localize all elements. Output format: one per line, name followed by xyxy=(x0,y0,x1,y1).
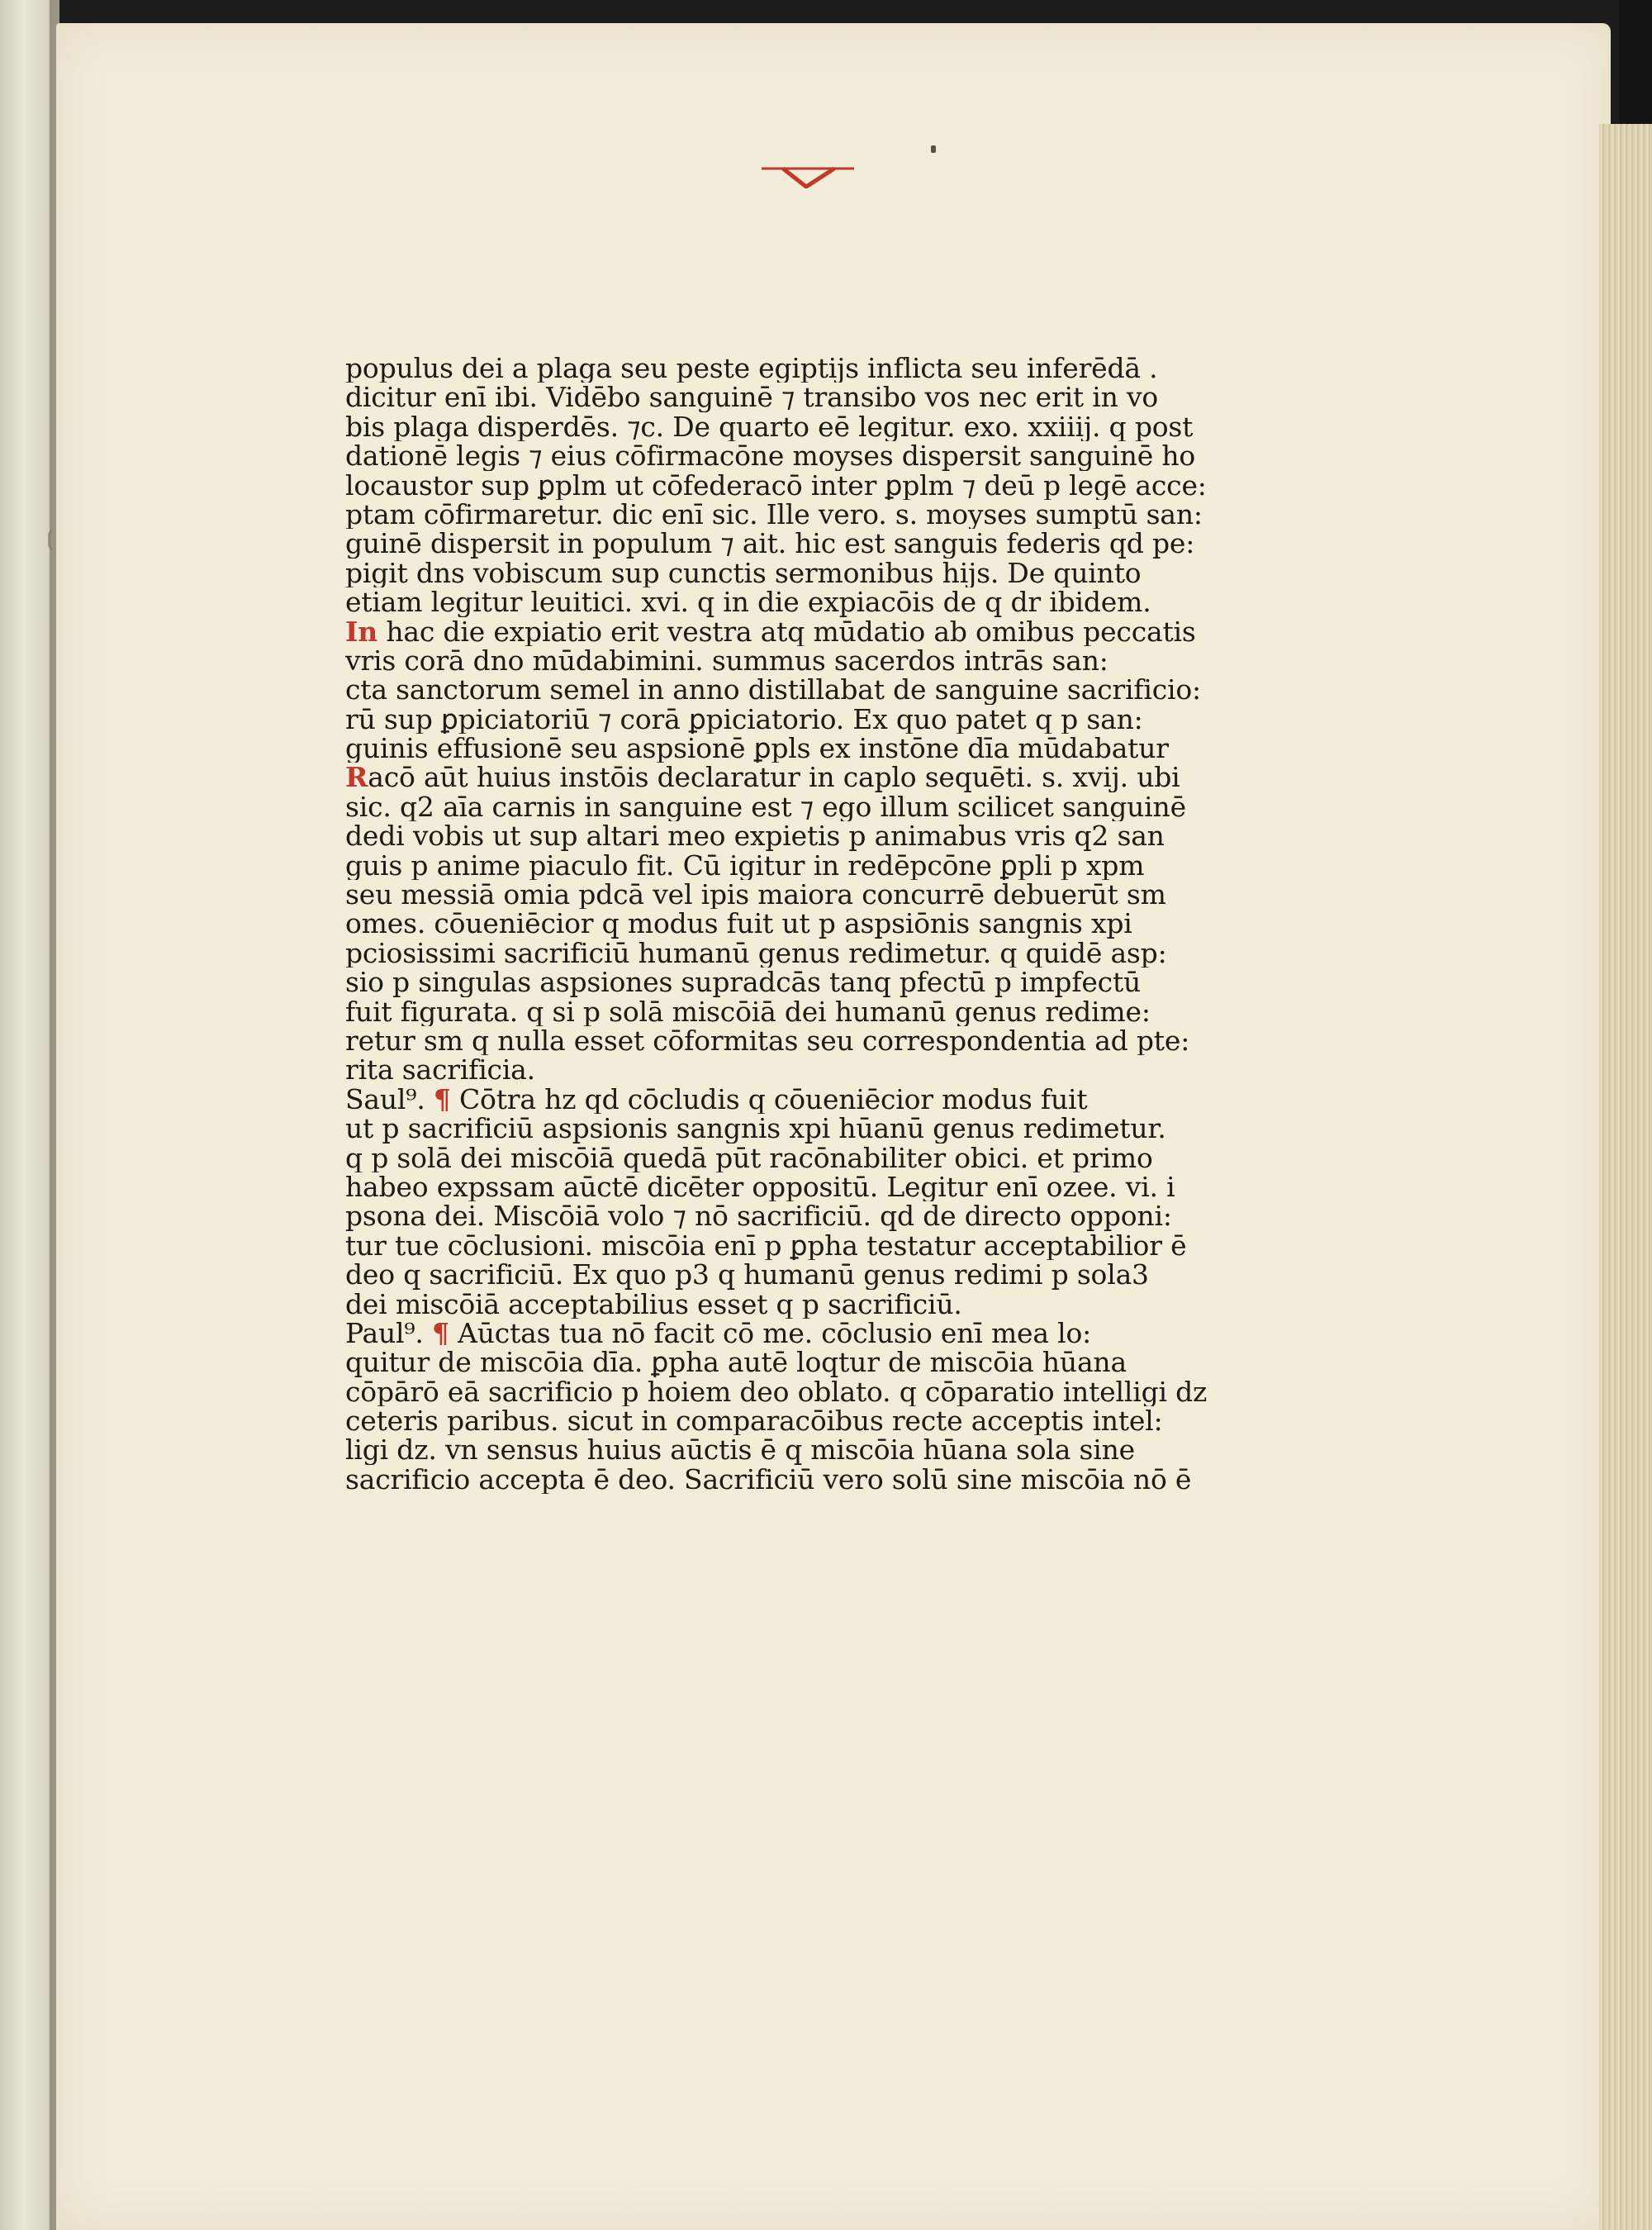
line-text: fuit figurata. q si p solā miscōiā dei humanū genus redime: xyxy=(345,996,1151,1026)
text-line xyxy=(345,1348,1221,1377)
binding-mark xyxy=(48,529,64,550)
background-corner xyxy=(1619,0,1652,132)
line-text: cta sanctorum semel in anno distillabat de sanguine sacrificio: xyxy=(345,675,1201,705)
text-line xyxy=(345,1144,1221,1172)
text-line xyxy=(345,559,1221,587)
line-text: bis plaga disperdēs. ⁊c. De quarto eē legitur. exo. xxiiij. q post xyxy=(345,411,1194,442)
text-line xyxy=(345,792,1221,821)
line-text: Cōtra hz qd cōcludis q cōueniēcior modus fuit xyxy=(450,1084,1088,1115)
speaker-label: Paul⁹. xyxy=(345,1318,433,1348)
line-text: dicitur enī ibi. Vidēbo sanguinē ⁊ transibo vos nec erit in vo xyxy=(345,383,1159,412)
text-line xyxy=(345,1172,1221,1201)
text-line xyxy=(345,1085,1221,1114)
text-line xyxy=(345,1055,1221,1084)
text-line xyxy=(345,1231,1221,1260)
text-line xyxy=(345,646,1221,675)
ink-speck xyxy=(931,145,936,153)
text-line xyxy=(345,471,1221,500)
text-line xyxy=(345,880,1221,909)
line-text: rita sacrificia. xyxy=(345,1055,535,1085)
line-text: ceteris paribus. sicut in comparacōibus recte acceptis intel: xyxy=(345,1406,1163,1436)
text-line xyxy=(345,997,1221,1026)
text-line xyxy=(345,734,1221,763)
text-line xyxy=(345,1290,1221,1319)
text-line xyxy=(345,1377,1221,1406)
line-text: dedi vobis ut sup altari meo expietis p animabus vris q2 san xyxy=(345,821,1165,851)
text-line xyxy=(345,1435,1221,1464)
text-line xyxy=(345,383,1221,411)
text-line xyxy=(345,705,1221,734)
line-text: populus dei a plaga seu peste egiptijs inflicta seu inferēdā . xyxy=(345,354,1158,383)
incunable-text-block xyxy=(345,354,1221,1494)
line-text: sic. q2 aīa carnis in sanguine est ⁊ ego illum scilicet sanguinē xyxy=(345,792,1186,822)
text-line xyxy=(345,1406,1221,1435)
text-line xyxy=(345,939,1221,968)
text-line xyxy=(345,675,1221,704)
line-text: retur sm q nulla esset cōformitas seu correspondentia ad pte: xyxy=(345,1025,1190,1056)
line-text: vris corā dno mūdabimini. summus sacerdos intrās san: xyxy=(345,645,1108,676)
text-line xyxy=(345,909,1221,938)
line-text: ptam cōfirmaretur. dic enī sic. Ille vero. s. moyses sumptū san: xyxy=(345,499,1203,530)
speaker-label: Saul⁹. xyxy=(345,1084,434,1115)
text-line xyxy=(345,441,1221,470)
red-heading-flourish xyxy=(758,164,857,188)
text-line xyxy=(345,1319,1221,1348)
text-line xyxy=(345,617,1221,646)
text-line xyxy=(345,1201,1221,1230)
line-text: guis p anime piaculo fit. Cū igitur in redēpcōne ꝑpli p xpm xyxy=(345,850,1145,881)
line-text: seu messiā omia pdcā vel ipis maiora concurrē debuerūt sm xyxy=(345,880,1166,910)
line-text: tur tue cōclusioni. miscōia enī p ꝑpha testatur acceptabilior ē xyxy=(345,1230,1187,1261)
line-text: hac die expiatio erit vestra atq mūdatio ab omibus peccatis xyxy=(377,616,1196,646)
line-text: quitur de miscōia dīa. ꝑpha autē loqtur de miscōia hūana xyxy=(345,1348,1127,1377)
line-text: sio p singulas aspsiones supradcās tanq pfectū p impfectū xyxy=(345,968,1142,997)
text-line xyxy=(345,529,1221,558)
line-text: q p solā dei miscōiā quedā pūt racōnabiliter obici. et primo xyxy=(345,1143,1153,1172)
text-line xyxy=(345,500,1221,529)
line-text: habeo expssam aūctē dicēter oppositū. Legitur enī ozee. vi. i xyxy=(345,1172,1175,1202)
line-text: ut p sacrificiū aspsionis sangnis xpi hūanū genus redimetur. xyxy=(345,1114,1166,1144)
fore-edge-stack xyxy=(1599,124,1652,2230)
line-text: pciosissimi sacrificiū humanū genus redimetur. q quidē asp: xyxy=(345,938,1167,968)
line-text: etiam legitur leuitici. xvi. q in die expiacōis de q dr ibidem. xyxy=(345,587,1151,617)
line-text: guinis effusionē seu aspsionē ꝑpls ex instōne dīa mūdabatur xyxy=(345,734,1169,763)
line-text: rū sup ꝑpiciatoriū ⁊ corā ꝑpiciatorio. Ex quo patet q p san: xyxy=(345,704,1143,735)
text-line xyxy=(345,1114,1221,1143)
text-line xyxy=(345,763,1221,792)
line-text: Aūctas tua nō facit cō me. cōclusio enī mea lo: xyxy=(449,1318,1092,1348)
text-line xyxy=(345,1465,1221,1494)
text-line xyxy=(345,821,1221,850)
text-line xyxy=(345,587,1221,616)
line-text: psona dei. Miscōiā volo ⁊ nō sacrificiū. qd de directo opponi: xyxy=(345,1201,1172,1231)
rubricated-initial: R xyxy=(345,763,368,792)
line-text: acō aūt huius instōis declaratur in caplo sequēti. s. xvij. ubi xyxy=(368,763,1180,792)
text-line xyxy=(345,1026,1221,1055)
line-text: ligi dz. vn sensus huius aūctis ē q miscōia hūana sola sine xyxy=(345,1435,1135,1465)
line-text: deo q sacrificiū. Ex quo p3 q humanū genus redimi p sola3 xyxy=(345,1260,1149,1290)
line-text: sacrificio accepta ē deo. Sacrificiū vero solū sine miscōia nō ē xyxy=(345,1464,1192,1495)
rubricated-initial: ¶ xyxy=(433,1084,451,1115)
line-text: cōpārō eā sacrificio p hoiem deo oblato. q cōparatio intelligi dz xyxy=(345,1377,1208,1407)
rubricated-initial: In xyxy=(345,616,378,646)
line-text: dationē legis ⁊ eius cōfirmacōne moyses dispersit sanguinē ho xyxy=(345,441,1196,471)
text-line xyxy=(345,968,1221,996)
text-line xyxy=(345,851,1221,880)
text-line xyxy=(345,354,1221,383)
text-line xyxy=(345,1260,1221,1289)
line-text: locaustor sup ꝑplm ut cōfederacō inter ꝑplm ⁊ deū p legē acce: xyxy=(345,470,1207,500)
rubricated-initial: ¶ xyxy=(432,1318,449,1348)
line-text: guinē dispersit in populum ⁊ ait. hic est sanguis federis qd pe: xyxy=(345,529,1195,559)
line-text: dei miscōiā acceptabilius esset q p sacrificiū. xyxy=(345,1289,962,1319)
text-line xyxy=(345,412,1221,441)
line-text: pigit dns vobiscum sup cunctis sermonibus hijs. De quinto xyxy=(345,558,1142,588)
line-text: omes. cōueniēcior q modus fuit ut p aspsiōnis sangnis xpi xyxy=(345,909,1132,939)
